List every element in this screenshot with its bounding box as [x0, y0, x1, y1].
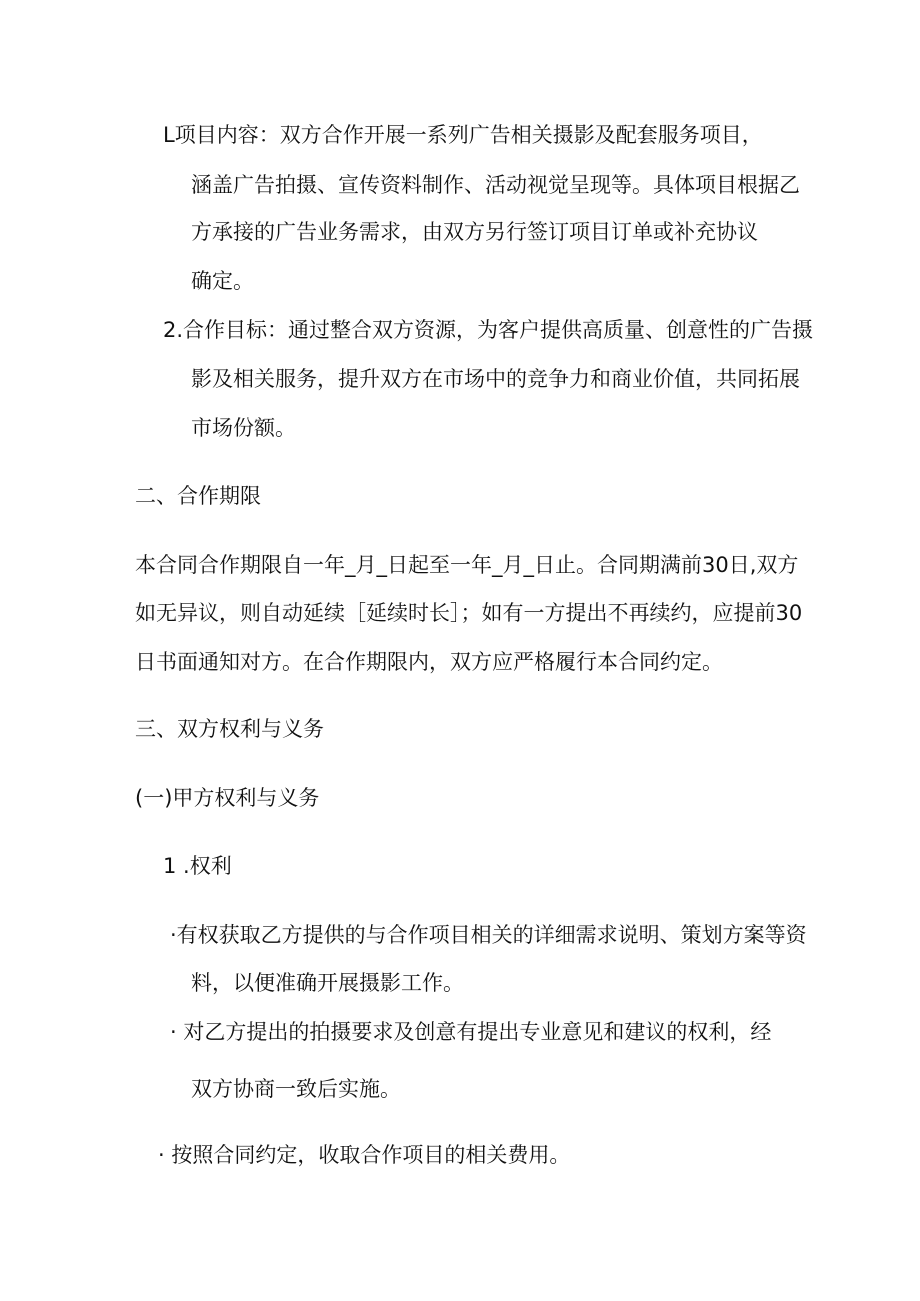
item2-line2: 影及相关服务，提升双方在市场中的竞争力和商业价值，共同拓展: [191, 367, 800, 391]
bullet1-line2: 料，以便准确开展摄影工作。: [191, 971, 464, 995]
item2-line1: 2.合作目标：通过整合双方资源，为客户提供高质量、创意性的广告摄: [163, 318, 814, 342]
rights-heading: 1 .权利: [163, 854, 232, 878]
item2-line3: 市场份额。: [191, 416, 296, 440]
item1-line3: 方承接的广告业务需求，由双方另行签订项目订单或补充协议: [191, 220, 758, 244]
item1-line1: L项目内容：双方合作开展一系列广告相关摄影及配套服务项目，: [163, 123, 763, 147]
item1-line4: 确定。: [191, 269, 254, 293]
bullet1-line1: ·有权获取乙方提供的与合作项目相关的详细需求说明、策划方案等资: [170, 923, 807, 947]
section3-heading: 三、双方权利与义务: [135, 717, 324, 741]
section2-line3: 日书面通知对方。在合作期限内，双方应严格履行本合同约定。: [135, 650, 723, 674]
item1-line2: 涵盖广告拍摄、宣传资料制作、活动视觉呈现等。具体项目根据乙: [191, 173, 800, 197]
section3-subheading: (一)甲方权利与义务: [135, 786, 320, 810]
bullet2-line2: 双方协商一致后实施。: [191, 1077, 401, 1101]
section2-line2: 如无异议，则自动延续［延续时长］；如有一方提出不再续约，应提前30: [135, 601, 803, 625]
bullet2-line1: · 对乙方提出的拍摄要求及创意有提出专业意见和建议的权利，经: [170, 1020, 772, 1044]
bullet3-line1: · 按照合同约定，收取合作项目的相关费用。: [158, 1143, 571, 1167]
section2-heading: 二、合作期限: [135, 484, 261, 508]
section2-line1: 本合同合作期限自一年_月_日起至一年_月_日止。合同期满前30日,双方: [135, 553, 799, 577]
